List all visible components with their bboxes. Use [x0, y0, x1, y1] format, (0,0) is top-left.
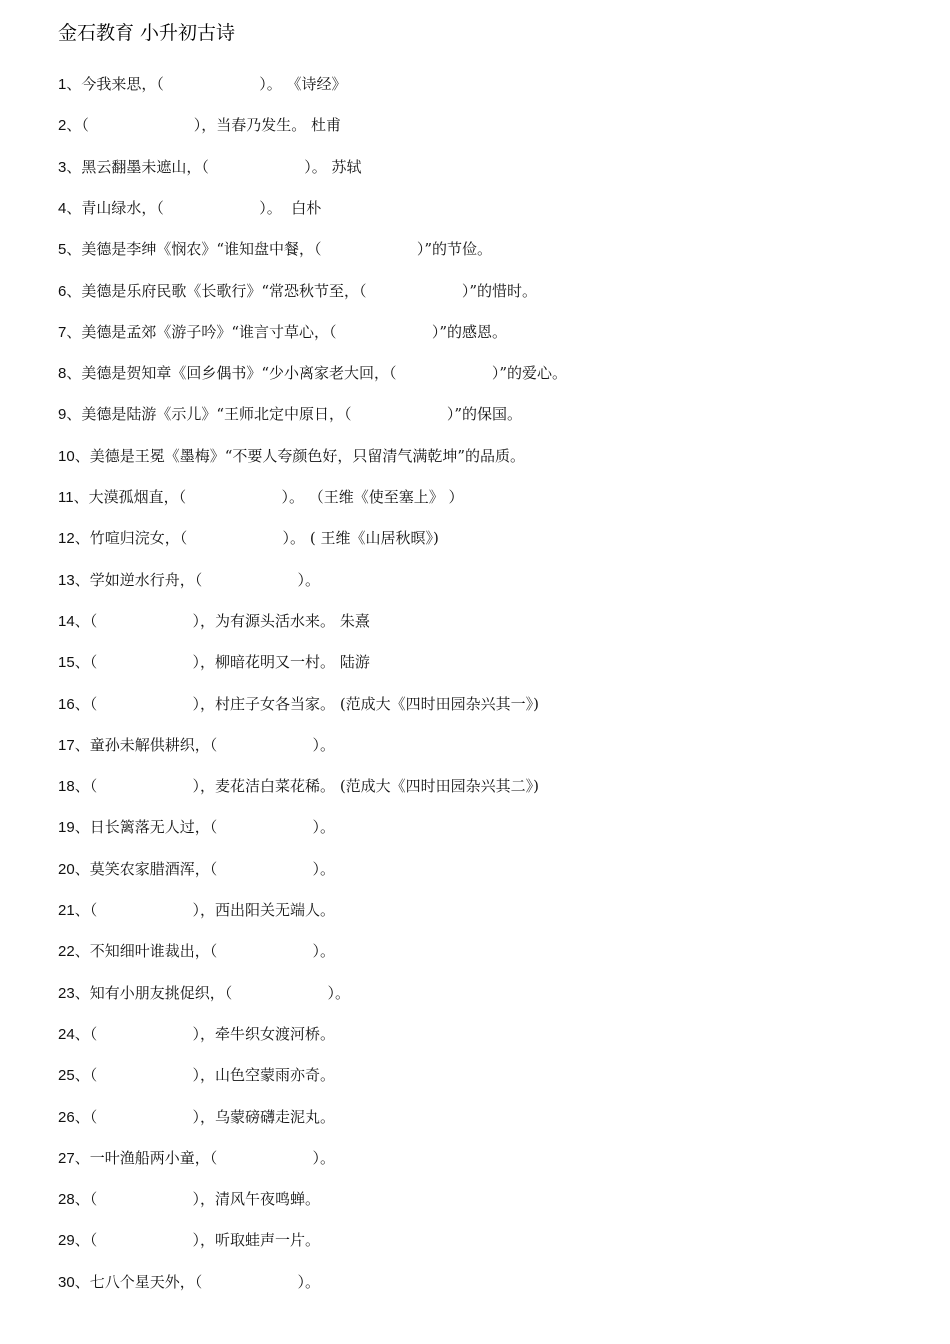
question-text: 、（ ），牵牛织女渡河桥。: [74, 1025, 336, 1043]
question-text: 、学如逆水行舟，（ ）。: [74, 571, 321, 589]
question-text: 、今我来思，（ ）。 《诗经》: [66, 75, 347, 93]
question-item: [58, 570, 320, 591]
question-text: 、（ ），清风午夜鸣蝉。: [74, 1190, 321, 1208]
question-number: 18: [58, 778, 75, 795]
question-text: 、一叶渔船两小童，（ ）。: [74, 1149, 336, 1167]
question-number: 4: [58, 200, 67, 217]
question-number: 6: [58, 283, 67, 300]
question-item: [58, 1148, 335, 1169]
question-item: [58, 900, 335, 921]
question-text: 、（ ），柳暗花明又一村。 陆游: [74, 653, 370, 671]
question-text: 、（ ），当春乃发生。 杜甫: [66, 116, 342, 134]
question-item: [58, 322, 507, 343]
question-item: [58, 694, 539, 715]
question-text: 、美德是李绅《悯农》“谁知盘中餐，（ ）”的节俭。: [66, 240, 493, 258]
question-text: 、不知细叶谁裁出，（ ）。: [74, 942, 336, 960]
question-item: [58, 528, 439, 549]
question-text: 、美德是陆游《示儿》“王师北定中原日，（ ）”的保国。: [66, 405, 523, 423]
question-number: 13: [58, 572, 75, 589]
question-text: 、知有小朋友挑促织，（ ）。: [74, 984, 351, 1002]
question-number: 21: [58, 902, 75, 919]
question-number: 26: [58, 1109, 75, 1126]
question-text: 、黑云翻墨未遮山，（ ）。 苏轼: [66, 158, 362, 176]
question-item: [58, 115, 341, 136]
question-number: 28: [58, 1191, 75, 1208]
question-item: [58, 74, 346, 95]
question-text: 、美德是孟郊《游子吟》“谁言寸草心，（ ）”的感恩。: [66, 323, 508, 341]
question-number: 11: [58, 489, 74, 506]
question-item: [58, 611, 370, 632]
question-item: [58, 446, 525, 467]
question-number: 14: [58, 613, 75, 630]
question-number: 30: [58, 1274, 75, 1291]
question-text: 、美德是乐府民歌《长歌行》“常恐秋节至，（ ）”的惜时。: [66, 282, 538, 300]
question-text: 、（ ），麦花洁白菜花稀。 (范成大《四时田园杂兴其二》): [74, 777, 540, 795]
question-number: 20: [58, 861, 75, 878]
question-number: 10: [58, 448, 75, 465]
question-item: [58, 1107, 335, 1128]
question-item: [58, 281, 537, 302]
question-text: 、竹喧归浣女，（ ）。 ( 王维《山居秋暝》): [74, 529, 439, 547]
question-number: 2: [58, 117, 67, 134]
question-text: 、（ ），乌蒙磅礴走泥丸。: [74, 1108, 336, 1126]
question-item: [58, 735, 335, 756]
question-text: 、大漠孤烟直，（ ）。 （王维《使至塞上》 ）: [73, 488, 464, 506]
question-number: 12: [58, 530, 75, 547]
question-number: 15: [58, 654, 75, 671]
question-text: 、美德是贺知章《回乡偶书》“少小离家老大回，（ ）”的爱心。: [66, 364, 568, 382]
question-item: [58, 239, 492, 260]
question-item: [58, 652, 370, 673]
question-item: [58, 859, 335, 880]
question-number: 19: [58, 819, 75, 836]
question-number: 25: [58, 1067, 75, 1084]
question-number: 8: [58, 365, 67, 382]
question-item: [58, 404, 522, 425]
question-number: 1: [58, 76, 67, 93]
question-text: 、美德是王冕《墨梅》“不要人夸颜色好，只留清气满乾坤”的品质。: [74, 447, 526, 465]
question-item: [58, 776, 539, 797]
question-number: 3: [58, 159, 67, 176]
page-title: 金石教育 小升初古诗: [58, 22, 236, 44]
question-number: 9: [58, 406, 67, 423]
question-item: [58, 157, 361, 178]
question-number: 24: [58, 1026, 75, 1043]
question-number: 16: [58, 696, 75, 713]
question-text: 、七八个星天外，（ ）。: [74, 1273, 321, 1291]
question-item: [58, 941, 335, 962]
question-item: [58, 487, 463, 508]
question-text: 、（ ），听取蛙声一片。: [74, 1231, 321, 1249]
question-number: 27: [58, 1150, 75, 1167]
question-number: 5: [58, 241, 67, 258]
question-number: 29: [58, 1232, 75, 1249]
question-text: 、（ ），西出阳关无端人。: [74, 901, 336, 919]
question-number: 22: [58, 943, 75, 960]
question-text: 、莫笑农家腊酒浑，（ ）。: [74, 860, 336, 878]
question-number: 7: [58, 324, 67, 341]
question-number: 23: [58, 985, 75, 1002]
question-number: 17: [58, 737, 75, 754]
question-item: [58, 1230, 320, 1251]
question-item: [58, 983, 350, 1004]
question-item: [58, 1024, 335, 1045]
question-item: [58, 817, 335, 838]
question-text: 、（ ），村庄子女各当家。 (范成大《四时田园杂兴其一》): [74, 695, 540, 713]
question-item: [58, 363, 567, 384]
question-item: [58, 1189, 320, 1210]
question-text: 、青山绿水，（ ）。 白朴: [66, 199, 322, 217]
question-text: 、（ ），为有源头活水来。 朱熹: [74, 612, 370, 630]
question-item: [58, 198, 321, 219]
question-text: 、童孙未解供耕织，（ ）。: [74, 736, 336, 754]
question-text: 、（ ），山色空蒙雨亦奇。: [74, 1066, 336, 1084]
question-item: [58, 1065, 335, 1086]
question-item: [58, 1272, 320, 1293]
question-text: 、日长篱落无人过，（ ）。: [74, 818, 336, 836]
